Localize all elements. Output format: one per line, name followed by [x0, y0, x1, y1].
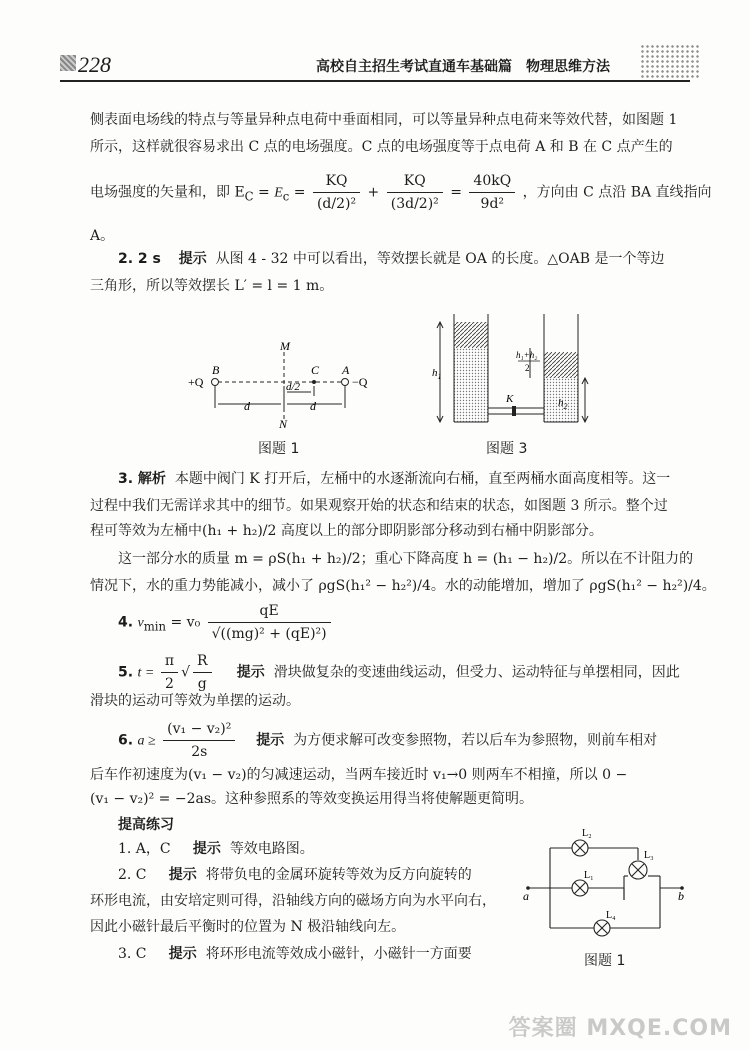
q3-line3: 程可等效为左桶中(h₁ + h₂)/2 高度以上的部分即阴影部分移动到右桶中阴影部分。	[90, 523, 603, 539]
para1-line1: 侧表面电场线的特点与等量异种点电荷中垂面相同，可以等量异种点电荷来等效代替，如图题 1	[90, 112, 678, 128]
header-rule	[60, 80, 690, 82]
q3-line4: 这一部分水的质量 m = ρS(h₁ + h₂)/2；重心下降高度 h = (h₁ − h₂)/2。所以在不计阻力的	[118, 551, 694, 567]
q6-line2: 后车作初速度为(v₁ − v₂)的匀减速运动，当两车接近时 v₁→0 则两车不相撞，所以 0 −	[90, 767, 628, 783]
svg-text:L₂: L₂	[582, 828, 592, 839]
q4-frac: $\frac{qE}{\text{√((mg)² + (qE)²)}}$	[208, 600, 331, 645]
header-dot-pattern	[640, 44, 700, 80]
svg-text:N: N	[279, 417, 288, 431]
practice-a2-line1: 2. C 提示 将带负电的金属环旋转等效为反方向旋转的	[118, 867, 472, 883]
para1-line2: 所示，这样就很容易求出 C 点的电场强度。C 点的电场强度等于点电荷 A 和 B 在 C 点产生的	[90, 139, 673, 155]
svg-text:a: a	[523, 889, 529, 903]
svg-text:−Q: −Q	[352, 375, 368, 389]
charge-A	[342, 379, 349, 386]
svg-text:K: K	[506, 393, 514, 405]
figure-dipole	[180, 342, 390, 432]
q3-line5: 情况下，水的重力势能减小，减小了 ρgS(h₁² − h₂²)/4。水的动能增加，增加了 ρgS(h₁² − h₂²)/4。	[90, 578, 716, 594]
left-water	[454, 348, 488, 422]
eq-prefix: 电场强度的矢量和，即 E	[90, 184, 245, 201]
watermark: 答案圈 MXQE.COM	[508, 1016, 732, 1041]
right-shaded	[544, 352, 578, 378]
practice-a2-line2: 环形电流，由安培定则可得，沿轴线方向的磁场方向为水平向右，	[90, 893, 496, 909]
figure-circuit	[520, 828, 692, 946]
svg-text:b: b	[678, 889, 684, 903]
q2-line2: 三角形，所以等效摆长 L′ = l = 1 m。	[90, 278, 334, 294]
header-ornament	[60, 55, 76, 71]
svg-text:d: d	[244, 399, 250, 413]
svg-text:d: d	[310, 399, 316, 413]
q6-line3: (v₁ − v₂)² = −2as。这种参照系的等效变换运用得当将使解题更简明。	[90, 791, 534, 807]
para1-line4: A。	[90, 228, 115, 244]
svg-text:h₁+h₂: h₁+h₂	[516, 350, 538, 360]
q4-line: 4. $v_{min} = v_0$ $\frac{qE}{\text{√((mg)² + (qE)²)}}$	[118, 600, 334, 645]
running-title: 高校自主招生考试直通车基础篇 物理思维方法	[316, 59, 610, 75]
eq-suffix: ，方向由 C 点沿 BA 直线指向	[522, 184, 712, 201]
page-number: 228	[78, 52, 111, 77]
practice-title: 提高练习	[118, 817, 174, 833]
svg-text:h2: $h_2$	[558, 397, 568, 411]
fig1-caption: 图题 1	[258, 441, 300, 457]
fig3-caption: 图题 3	[486, 441, 528, 457]
q3-line1: 3. 解析 本题中阀门 K 打开后，左桶中的水逐渐流向右桶，直至两桶水面高度相等。这一	[118, 471, 671, 487]
svg-text:h1: $h_1$	[432, 367, 442, 381]
frac-2: $\frac{KQ}{\text{(3d/2)²}}$	[387, 170, 443, 215]
svg-text:d/2: d/2	[286, 381, 301, 393]
q3-line2: 过程中我们无需详求其中的细节。如果观察开始的状态和结束的状态，如图题 3 所示。整个过	[90, 498, 668, 514]
point-C	[312, 380, 316, 384]
svg-text:2: 2	[525, 363, 530, 373]
para1-equation-line: 电场强度的矢量和，即 $E_C = E_c$ = $\frac{KQ}{\text{(d/2)²}}$ + $\frac{KQ}{\text{(3d/2)²}}$ = $\frac{40kQ}{\text{9d²}}$ ，方向由 C 点沿 BA 直线指向	[90, 170, 712, 215]
valve-K	[512, 406, 516, 416]
q5-line1: 5. t = $\frac{\pi}{2}$ √ $\frac{R}{g}$ 提示 滑块做复杂的变速曲线运动，但受力、运动特征与单摆相同，因此	[118, 650, 680, 695]
practice-a2-line3: 因此小磁针最后平衡时的位置为 N 极沿轴线向左。	[90, 919, 406, 935]
charge-B	[212, 379, 219, 386]
practice-a1: 1. A，C 提示 等效电路图。	[118, 841, 314, 857]
svg-text:L₄: L₄	[606, 910, 616, 921]
svg-text:A: A	[342, 363, 350, 377]
frac-1: $\frac{KQ}{\text{(d/2)²}}$	[313, 170, 360, 215]
q2-line1: 2. 2 s 提示 从图 4 - 32 中可以看出，等效摆长就是 OA 的长度。△OAB 是一个等边	[118, 251, 665, 267]
svg-text:M: M	[280, 342, 290, 353]
svg-text:+Q: +Q	[188, 375, 204, 389]
figure-buckets	[432, 312, 592, 432]
circuit-caption: 图题 1	[584, 953, 626, 969]
practice-a3-line1: 3. C 提示 将环形电流等效成小磁针，小磁针一方面要	[118, 946, 472, 962]
q5-line2: 滑块的运动可等效为单摆的运动。	[90, 693, 300, 709]
left-shaded-top	[454, 322, 488, 348]
svg-text:L₃: L₃	[644, 850, 654, 861]
q6-line1: 6. a ≥ $\frac{\text{(v₁ − v₂)²}}{2s}$ 提示 为方便求解可改变参照物，若以后车为参照物，则前车相对	[118, 718, 657, 763]
svg-text:B: B	[212, 363, 220, 377]
svg-text:C: C	[311, 363, 320, 377]
svg-text:L₁: L₁	[584, 870, 594, 881]
frac-3: $\frac{40kQ}{\text{9d²}}$	[469, 170, 515, 215]
